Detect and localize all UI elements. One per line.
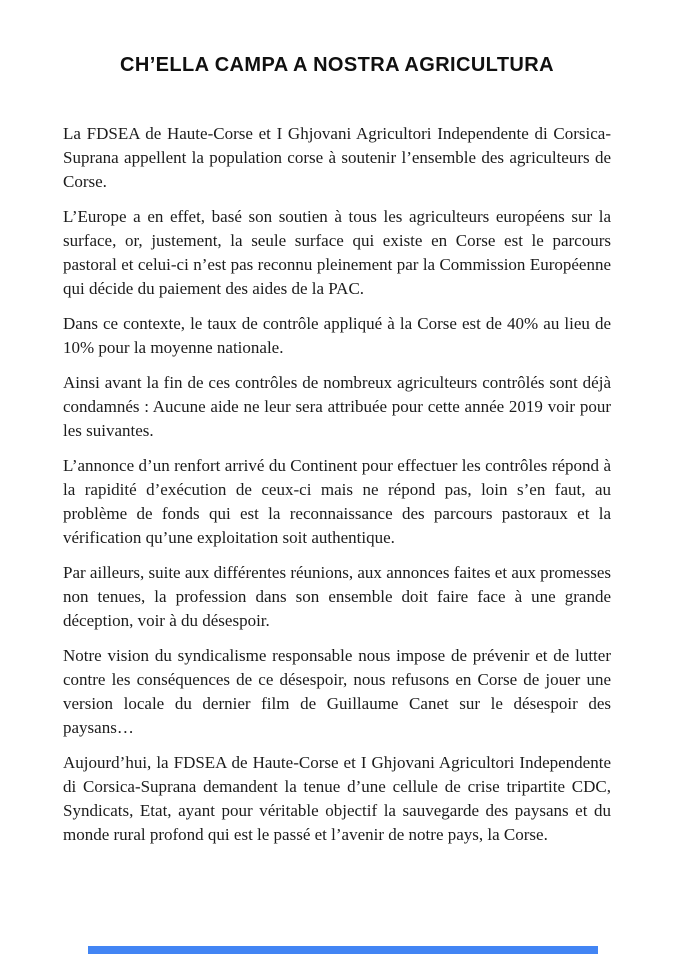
document-body [63, 122, 611, 847]
paragraph: Par ailleurs, suite aux différentes réunions, aux annonces faites et aux promesses non tenues, la profession dans son ensemble doit faire face à une grande déception, voir à du désespoir. [63, 563, 611, 630]
paragraph: Aujourd’hui, la FDSEA de Haute-Corse et I Ghjovani Agricultori Independente di Corsica-Suprana demandent la tenue d’une cellule de crise tripartite CDC, Syndicats, Etat, ayant pour véritable objectif la sauvegarde des paysans et du monde rural profond qui est le passé et l’avenir de notre pays, la Corse. [63, 753, 611, 844]
paragraph: Ainsi avant la fin de ces contrôles de nombreux agriculteurs contrôlés sont déjà condamnés : Aucune aide ne leur sera attribuée pour cette année 2019 voir pour les suivantes. [63, 373, 611, 440]
paragraph: La FDSEA de Haute-Corse et I Ghjovani Agricultori Independente di Corsica-Suprana appellent la population corse à soutenir l’ensemble des agriculteurs de Corse. [63, 124, 611, 191]
page-bottom-loading-bar [88, 946, 598, 954]
paragraph: L’Europe a en effet, basé son soutien à tous les agriculteurs européens sur la surface, or, justement, la seule surface qui existe en Corse est le parcours pastoral et celui-ci n’est pas reconnu pleinement par la Commission Européenne qui décide du paiement des aides de la PAC. [63, 207, 611, 298]
paragraph: Notre vision du syndicalisme responsable nous impose de prévenir et de lutter contre les conséquences de ce désespoir, nous refusons en Corse de jouer une version locale du dernier film de Guillaume Canet sur le désespoir des paysans… [63, 646, 611, 737]
page-title: CH’ELLA CAMPA A NOSTRA AGRICULTURA [120, 54, 554, 76]
paragraph: L’annonce d’un renfort arrivé du Continent pour effectuer les contrôles répond à la rapidité d’exécution de ceux-ci mais ne répond pas, loin s’en faut, au problème de fonds qui est la reconnaissance des parcours pastoraux et la vérification qu’une exploitation soit authentique. [63, 456, 611, 547]
paragraph: Dans ce contexte, le taux de contrôle appliqué à la Corse est de 40% au lieu de 10% pour la moyenne nationale. [63, 314, 611, 357]
